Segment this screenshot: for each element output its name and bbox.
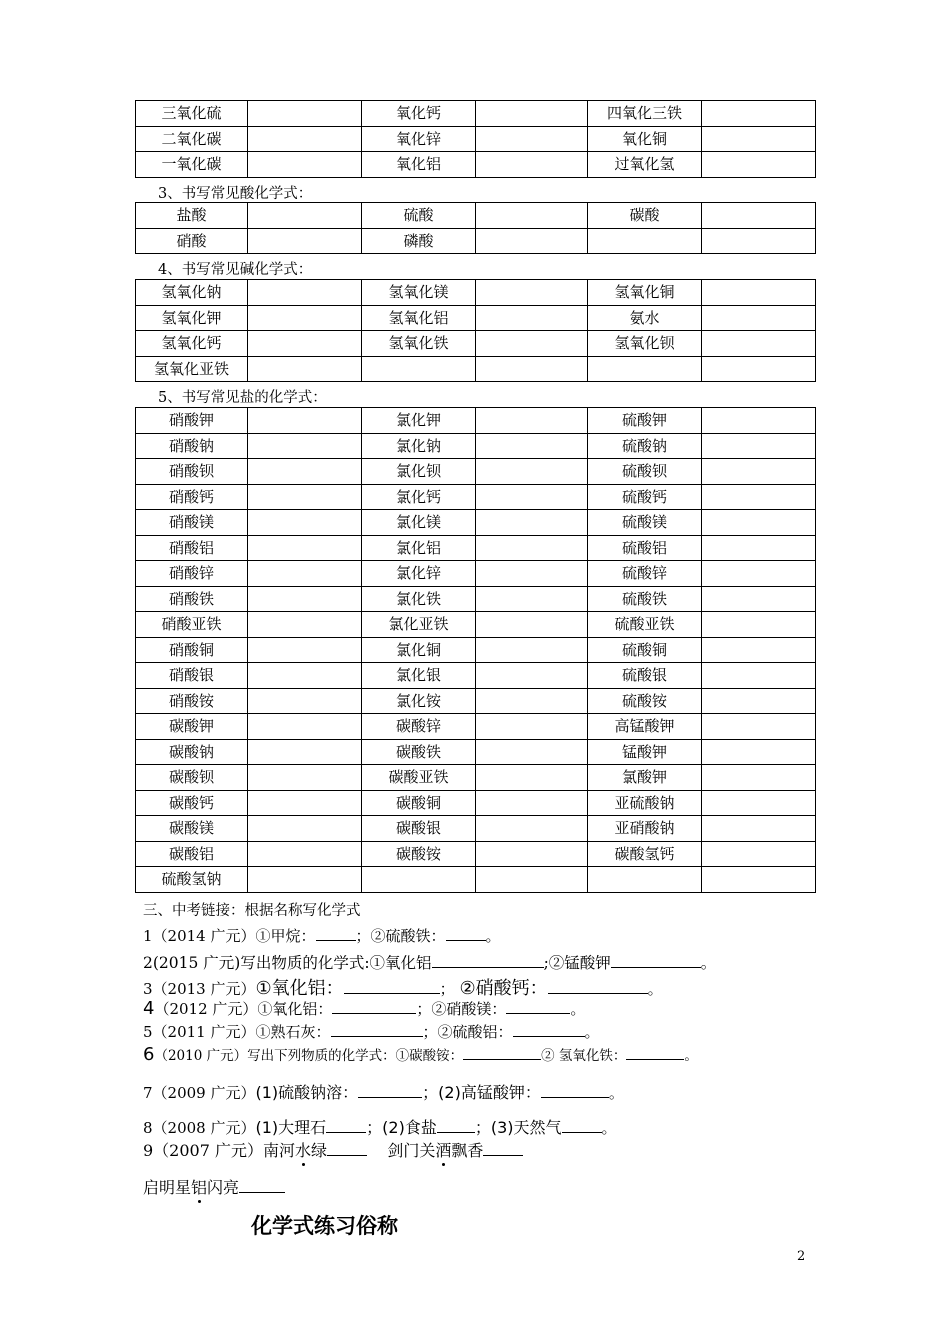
compound-name-cell: 硝酸钠 (136, 433, 248, 459)
question-8-text-d: ；(3)天然气 (474, 1118, 562, 1137)
answer-blank[interactable] (463, 1046, 541, 1061)
answer-blank[interactable] (432, 952, 544, 969)
answer-cell[interactable] (248, 841, 362, 867)
compound-name-cell: 硝酸铵 (136, 688, 248, 714)
answer-cell[interactable] (476, 331, 588, 357)
compound-name-cell: 氯化钾 (362, 408, 476, 434)
table-row (136, 459, 816, 485)
compound-name-cell: 碳酸钾 (136, 714, 248, 740)
compound-name-cell: 硫酸铵 (588, 688, 702, 714)
compound-name-cell: 硫酸镁 (588, 510, 702, 536)
compound-name-cell: 硫酸钾 (588, 408, 702, 434)
compound-name-cell: 硫酸铝 (588, 535, 702, 561)
compound-name-cell: 氢氧化钠 (136, 280, 248, 306)
answer-cell[interactable] (476, 228, 588, 254)
answer-cell[interactable] (702, 152, 816, 178)
question-4 (143, 998, 585, 1019)
compound-name-cell: 锰酸钾 (588, 739, 702, 765)
answer-cell[interactable] (476, 637, 588, 663)
question-4-text-a: （2012 广元）①氧化铝： (154, 1000, 333, 1018)
compound-name-cell: 硫酸 (362, 203, 476, 229)
answer-cell[interactable] (476, 790, 588, 816)
acids-table (135, 202, 816, 254)
compound-name-cell: 硫酸铁 (588, 586, 702, 612)
answer-cell[interactable] (476, 510, 588, 536)
table-row (136, 203, 816, 229)
answer-cell[interactable] (702, 331, 816, 357)
question-6 (143, 1044, 698, 1065)
table-row (136, 739, 816, 765)
table-row (136, 586, 816, 612)
table-row (136, 612, 816, 638)
answer-cell[interactable] (702, 586, 816, 612)
compound-name-cell: 碳酸铜 (362, 790, 476, 816)
answer-blank[interactable] (332, 998, 416, 1014)
question-5-text-a: 5（2011 广元）①熟石灰： (143, 1023, 331, 1041)
compound-name-cell: 碳酸钙 (136, 790, 248, 816)
table-row (136, 126, 816, 152)
answer-cell[interactable] (476, 459, 588, 485)
answer-cell[interactable] (702, 816, 816, 842)
compound-name-cell: 氯化钠 (362, 433, 476, 459)
answer-blank[interactable] (344, 978, 440, 994)
answer-cell[interactable] (248, 331, 362, 357)
question-9-text-a: 9（2007 广元）南河 (143, 1141, 295, 1160)
acids-table-body (136, 203, 816, 254)
answer-cell[interactable] (476, 305, 588, 331)
answer-cell[interactable] (248, 663, 362, 689)
answer-cell[interactable] (248, 816, 362, 842)
compound-name-cell: 硝酸钡 (136, 459, 248, 485)
question-7-text-d: 。 (608, 1084, 624, 1102)
answer-cell[interactable] (702, 561, 816, 587)
answer-cell[interactable] (476, 433, 588, 459)
answer-cell[interactable] (476, 408, 588, 434)
compound-name-cell: 氯化镁 (362, 510, 476, 536)
compound-name-cell: 磷酸 (362, 228, 476, 254)
answer-cell[interactable] (702, 790, 816, 816)
question-1-text-c: 。 (485, 927, 501, 945)
compound-name-cell (588, 356, 702, 382)
answer-cell[interactable] (702, 765, 816, 791)
compound-name-cell: 硫酸钙 (588, 484, 702, 510)
answer-cell[interactable] (248, 203, 362, 229)
answer-cell[interactable] (248, 280, 362, 306)
answer-blank[interactable] (548, 978, 648, 994)
answer-cell[interactable] (702, 663, 816, 689)
answer-cell[interactable] (702, 841, 816, 867)
answer-cell[interactable] (476, 841, 588, 867)
compound-name-cell: 硫酸亚铁 (588, 612, 702, 638)
table-row (136, 101, 816, 127)
answer-cell[interactable] (476, 612, 588, 638)
question-9-text-c: 绿 (311, 1141, 328, 1160)
question-9-dotted-char: 酒 (435, 1141, 452, 1160)
question-1 (143, 925, 501, 946)
question-8-text-c: ；(2)食盐 (366, 1118, 437, 1137)
question-9-dotted-char: 水 (295, 1141, 312, 1160)
question-3-text-c: ； (439, 980, 455, 998)
compound-name-cell: 氧化铝 (362, 152, 476, 178)
compound-name-cell: 氢氧化钙 (136, 331, 248, 357)
compound-name-cell: 氯化钙 (362, 484, 476, 510)
question-5-text-c: 。 (584, 1023, 600, 1041)
answer-blank[interactable] (326, 1117, 366, 1133)
answer-cell[interactable] (476, 663, 588, 689)
oxides-table-body (136, 101, 816, 178)
compound-name-cell: 氢氧化铁 (362, 331, 476, 357)
question-10-text-a: 启明星 (143, 1178, 192, 1197)
compound-name-cell: 碳酸银 (362, 816, 476, 842)
question-3-text-b: ①氧化铝： (255, 978, 344, 999)
table-row (136, 714, 816, 740)
answer-cell[interactable] (476, 714, 588, 740)
answer-cell[interactable] (248, 484, 362, 510)
answer-cell[interactable] (702, 510, 816, 536)
answer-cell[interactable] (248, 586, 362, 612)
answer-cell[interactable] (702, 612, 816, 638)
answer-cell[interactable] (248, 561, 362, 587)
answer-blank[interactable] (358, 1082, 422, 1098)
table-row (136, 228, 816, 254)
compound-name-cell: 碳酸亚铁 (362, 765, 476, 791)
compound-name-cell: 硫酸钠 (588, 433, 702, 459)
compound-name-cell: 高锰酸钾 (588, 714, 702, 740)
table-row (136, 510, 816, 536)
question-4-number: 4 (143, 998, 155, 1019)
question-3-text-d: ②硝酸钙： (459, 978, 548, 999)
compound-name-cell: 氢氧化铝 (362, 305, 476, 331)
compound-name-cell: 盐酸 (136, 203, 248, 229)
table-row (136, 816, 816, 842)
compound-name-cell: 氯酸钾 (588, 765, 702, 791)
question-6-text-b: ② 氢氧化铁： (541, 1048, 627, 1064)
compound-name-cell: 硫酸铜 (588, 637, 702, 663)
answer-cell[interactable] (248, 867, 362, 893)
compound-name-cell: 碳酸氢钙 (588, 841, 702, 867)
question-9-text-d: 剑门关 (387, 1141, 436, 1160)
table-row (136, 356, 816, 382)
question-7-text-b: (1)硫酸钠溶： (255, 1083, 359, 1102)
compound-name-cell: 硫酸锌 (588, 561, 702, 587)
compound-name-cell: 亚硝酸钠 (588, 816, 702, 842)
compound-name-cell: 硫酸氢钠 (136, 867, 248, 893)
compound-name-cell: 硝酸钾 (136, 408, 248, 434)
question-3-text-e: 。 (647, 980, 663, 998)
compound-name-cell: 氯化钡 (362, 459, 476, 485)
answer-cell[interactable] (702, 408, 816, 434)
compound-name-cell: 氯化铝 (362, 535, 476, 561)
compound-name-cell: 四氧化三铁 (588, 101, 702, 127)
answer-blank[interactable] (513, 1021, 585, 1037)
answer-cell[interactable] (248, 228, 362, 254)
question-6-number: 6 (143, 1044, 155, 1065)
answer-cell[interactable] (248, 305, 362, 331)
answer-blank[interactable] (541, 1082, 609, 1098)
compound-name-cell: 氧化锌 (362, 126, 476, 152)
compound-name-cell: 氢氧化钾 (136, 305, 248, 331)
question-8-text-b: (1)大理石 (255, 1118, 327, 1137)
answer-cell[interactable] (702, 203, 816, 229)
question-4-text-c: 。 (570, 1000, 586, 1018)
answer-cell[interactable] (476, 586, 588, 612)
compound-name-cell: 碳酸钠 (136, 739, 248, 765)
question-10-text-c: 闪亮 (207, 1178, 240, 1197)
section-5-heading: 5、书写常见盐的化学式： (158, 390, 327, 406)
compound-name-cell: 硫酸银 (588, 663, 702, 689)
answer-cell[interactable] (248, 101, 362, 127)
table-row (136, 561, 816, 587)
compound-name-cell: 碳酸铵 (362, 841, 476, 867)
question-10 (143, 1175, 285, 1198)
answer-cell[interactable] (702, 101, 816, 127)
answer-cell[interactable] (248, 535, 362, 561)
compound-name-cell: 碳酸钡 (136, 765, 248, 791)
answer-cell[interactable] (476, 816, 588, 842)
question-1-text-a: 1（2014 广元）①甲烷： (143, 927, 316, 945)
table-row (136, 433, 816, 459)
answer-cell[interactable] (476, 561, 588, 587)
answer-cell[interactable] (702, 739, 816, 765)
answer-cell[interactable] (476, 152, 588, 178)
compound-name-cell: 碳酸锌 (362, 714, 476, 740)
question-9-text-f: 飘香 (451, 1141, 484, 1160)
answer-cell[interactable] (476, 535, 588, 561)
compound-name-cell: 亚硫酸钠 (588, 790, 702, 816)
answer-cell[interactable] (702, 637, 816, 663)
compound-name-cell: 氢氧化铜 (588, 280, 702, 306)
compound-name-cell: 过氧化氢 (588, 152, 702, 178)
answer-cell[interactable] (476, 203, 588, 229)
compound-name-cell: 硝酸亚铁 (136, 612, 248, 638)
table-row (136, 331, 816, 357)
answer-cell[interactable] (248, 739, 362, 765)
compound-name-cell: 三氧化硫 (136, 101, 248, 127)
answer-cell[interactable] (702, 126, 816, 152)
table-row (136, 280, 816, 306)
question-10-dotted-char: 铝 (191, 1178, 208, 1197)
compound-name-cell: 氧化铜 (588, 126, 702, 152)
answer-cell[interactable] (248, 714, 362, 740)
question-4-text-b: ；②硝酸镁： (416, 1000, 507, 1018)
bases-table-body (136, 280, 816, 382)
section-4-heading: 4、书写常见碱化学式： (158, 262, 313, 278)
answer-cell[interactable] (702, 714, 816, 740)
question-6-text-c: 。 (684, 1048, 698, 1064)
table-row (136, 305, 816, 331)
question-7-text-c: ；(2)高锰酸钾： (422, 1083, 541, 1102)
compound-name-cell: 氯化银 (362, 663, 476, 689)
answer-cell[interactable] (248, 612, 362, 638)
compound-name-cell: 硝酸钙 (136, 484, 248, 510)
table-row (136, 637, 816, 663)
answer-cell[interactable] (248, 356, 362, 382)
question-6-text-a: （2010 广元）写出下列物质的化学式：①碳酸铵： (154, 1048, 464, 1064)
answer-cell[interactable] (702, 688, 816, 714)
compound-name-cell: 氧化钙 (362, 101, 476, 127)
answer-cell[interactable] (476, 356, 588, 382)
compound-name-cell: 碳酸 (588, 203, 702, 229)
answer-cell[interactable] (248, 152, 362, 178)
table-row (136, 152, 816, 178)
table-row (136, 765, 816, 791)
answer-cell[interactable] (248, 408, 362, 434)
question-8-text-a: 8（2008 广元） (143, 1119, 256, 1137)
compound-name-cell: 氯化铜 (362, 637, 476, 663)
compound-name-cell: 碳酸铁 (362, 739, 476, 765)
compound-name-cell: 硝酸铁 (136, 586, 248, 612)
answer-cell[interactable] (702, 305, 816, 331)
question-8-text-e: 。 (601, 1119, 617, 1137)
exam-link-heading: 三、中考链接：根据名称写化学式 (143, 903, 361, 919)
answer-cell[interactable] (702, 535, 816, 561)
answer-blank[interactable] (611, 952, 701, 969)
question-9 (143, 1138, 523, 1161)
question-1-text-b: ；②硫酸铁： (355, 927, 446, 945)
answer-blank[interactable] (316, 925, 356, 941)
compound-name-cell: 硫酸钡 (588, 459, 702, 485)
oxides-table (135, 100, 816, 178)
table-row (136, 535, 816, 561)
answer-blank[interactable] (626, 1046, 684, 1061)
compound-name-cell: 硝酸锌 (136, 561, 248, 587)
table-row (136, 841, 816, 867)
compound-name-cell: 氯化锌 (362, 561, 476, 587)
compound-name-cell (362, 867, 476, 893)
answer-cell[interactable] (476, 101, 588, 127)
table-row (136, 790, 816, 816)
compound-name-cell: 硝酸银 (136, 663, 248, 689)
answer-cell[interactable] (702, 228, 816, 254)
question-5 (143, 1021, 600, 1042)
table-row (136, 663, 816, 689)
answer-cell[interactable] (702, 867, 816, 893)
answer-cell[interactable] (702, 433, 816, 459)
answer-cell[interactable] (248, 126, 362, 152)
question-3 (143, 974, 663, 1000)
compound-name-cell (588, 867, 702, 893)
question-2-text-a: 2(2015 广元)写出物质的化学式:①氧化铝 (143, 954, 432, 972)
section-3-heading: 3、书写常见酸化学式： (158, 186, 313, 202)
question-5-text-b: ；②硫酸铝： (422, 1023, 513, 1041)
answer-cell[interactable] (248, 637, 362, 663)
page-number: 2 (797, 1249, 806, 1264)
compound-name-cell: 氨水 (588, 305, 702, 331)
question-7 (143, 1080, 624, 1103)
salts-table-body (136, 408, 816, 893)
answer-cell[interactable] (702, 280, 816, 306)
compound-name-cell: 硝酸 (136, 228, 248, 254)
answer-cell[interactable] (248, 688, 362, 714)
answer-cell[interactable] (476, 126, 588, 152)
answer-blank[interactable] (327, 1139, 367, 1156)
answer-cell[interactable] (476, 739, 588, 765)
table-row (136, 688, 816, 714)
salts-table (135, 407, 816, 893)
answer-cell[interactable] (248, 459, 362, 485)
section-title: 化学式练习俗称 (251, 1214, 398, 1238)
answer-cell[interactable] (248, 433, 362, 459)
bases-table (135, 279, 816, 382)
compound-name-cell (362, 356, 476, 382)
answer-blank[interactable] (446, 925, 486, 941)
answer-cell[interactable] (702, 459, 816, 485)
compound-name-cell: 氢氧化钡 (588, 331, 702, 357)
answer-cell[interactable] (702, 484, 816, 510)
question-3-text-a: 3（2013 广元） (143, 980, 256, 998)
answer-blank[interactable] (506, 998, 570, 1014)
question-2-text-c: 。 (700, 954, 717, 972)
compound-name-cell: 硝酸铝 (136, 535, 248, 561)
answer-cell[interactable] (476, 765, 588, 791)
compound-name-cell: 硝酸铜 (136, 637, 248, 663)
answer-blank[interactable] (239, 1176, 285, 1193)
answer-cell[interactable] (702, 356, 816, 382)
answer-cell[interactable] (476, 688, 588, 714)
compound-name-cell: 碳酸镁 (136, 816, 248, 842)
answer-cell[interactable] (476, 867, 588, 893)
compound-name-cell: 一氧化碳 (136, 152, 248, 178)
compound-name-cell (588, 228, 702, 254)
answer-blank[interactable] (331, 1021, 423, 1037)
compound-name-cell: 碳酸铝 (136, 841, 248, 867)
compound-name-cell: 氢氧化镁 (362, 280, 476, 306)
table-row (136, 408, 816, 434)
compound-name-cell: 二氧化碳 (136, 126, 248, 152)
compound-name-cell: 氯化铵 (362, 688, 476, 714)
compound-name-cell: 硝酸镁 (136, 510, 248, 536)
question-8 (143, 1115, 617, 1138)
compound-name-cell: 氢氧化亚铁 (136, 356, 248, 382)
question-2 (143, 951, 716, 973)
answer-blank[interactable] (483, 1139, 523, 1156)
table-row (136, 867, 816, 893)
question-2-text-b: ;②锰酸钾 (543, 954, 611, 972)
compound-name-cell: 氯化亚铁 (362, 612, 476, 638)
compound-name-cell: 氯化铁 (362, 586, 476, 612)
answer-cell[interactable] (476, 484, 588, 510)
table-row (136, 484, 816, 510)
answer-blank[interactable] (437, 1117, 475, 1133)
question-7-text-a: 7（2009 广元） (143, 1084, 256, 1102)
answer-cell[interactable] (248, 790, 362, 816)
answer-cell[interactable] (248, 510, 362, 536)
answer-blank[interactable] (562, 1117, 602, 1133)
answer-cell[interactable] (476, 280, 588, 306)
answer-cell[interactable] (248, 765, 362, 791)
